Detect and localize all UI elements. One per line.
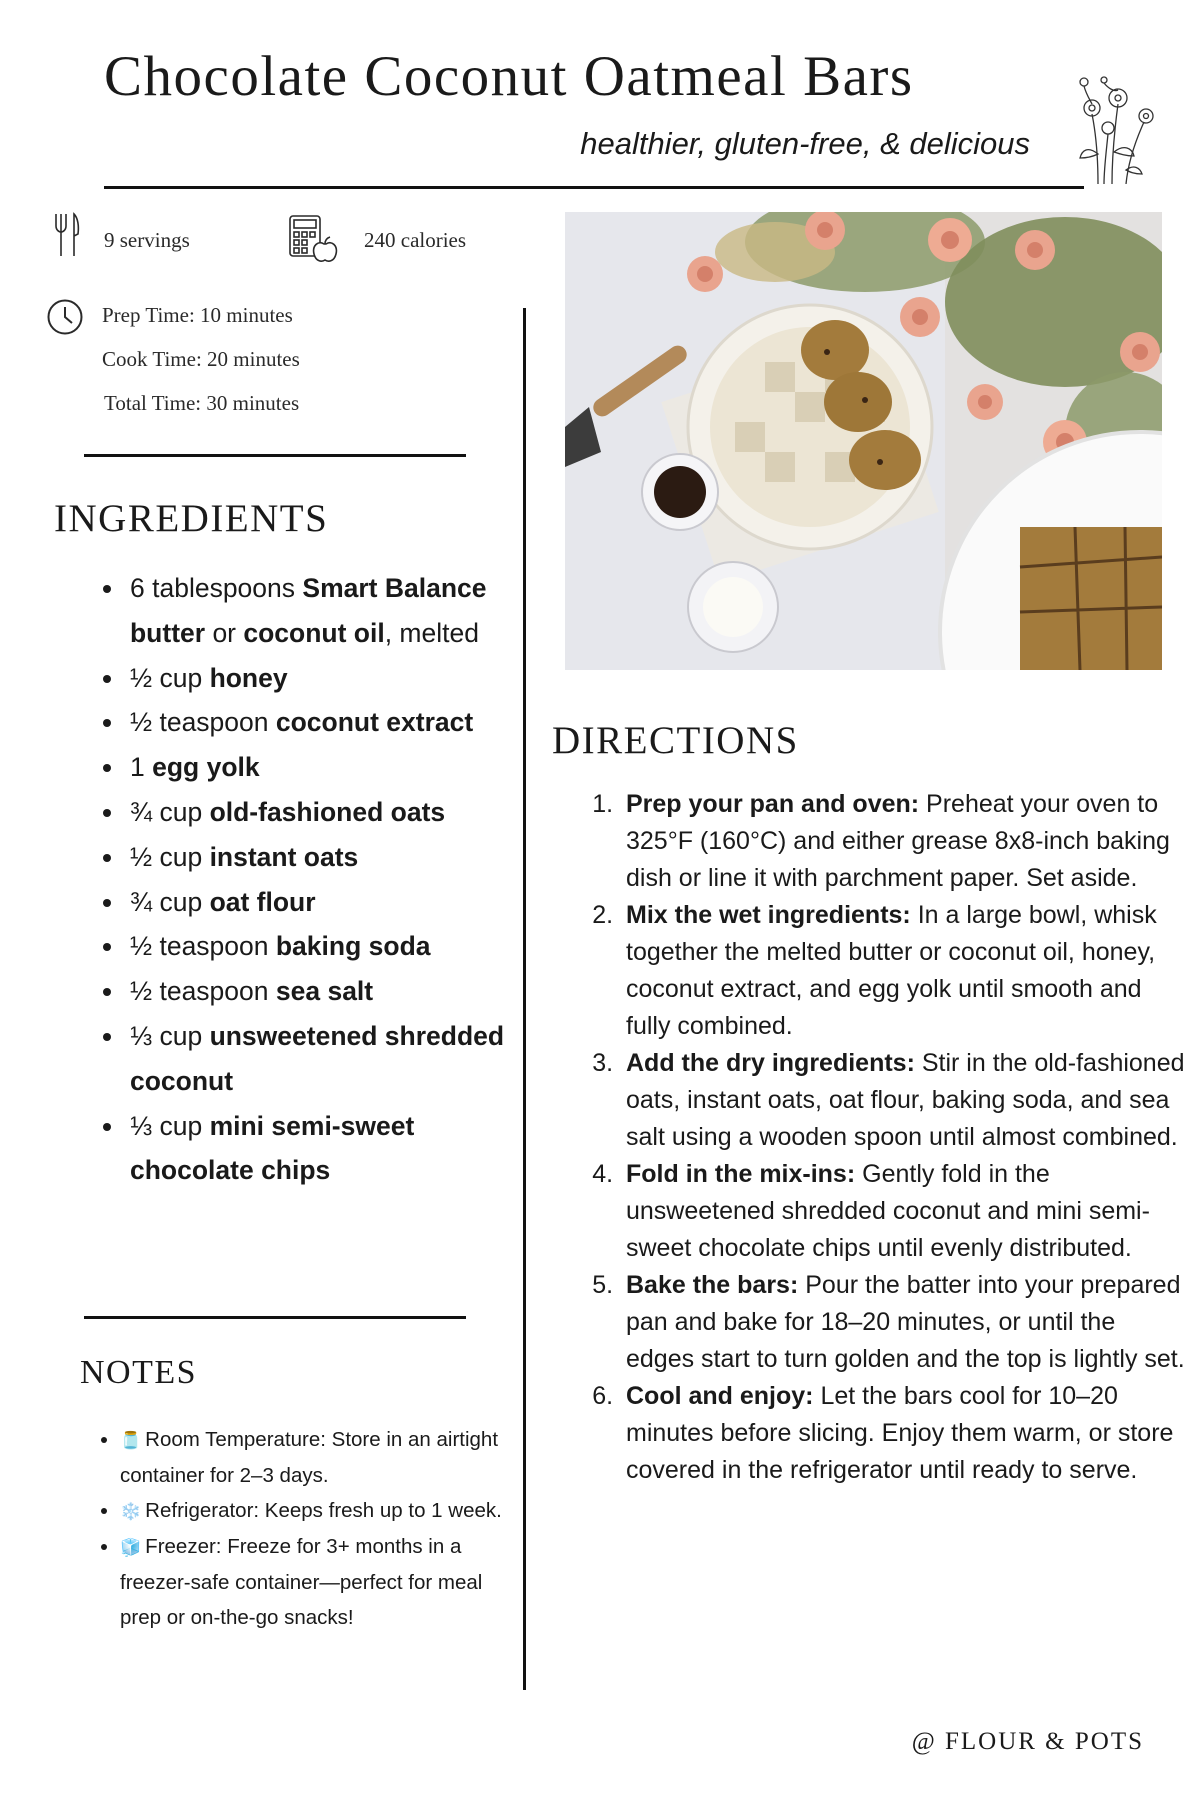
list-item: • ¾ cup old-fashioned oats (126, 790, 526, 835)
list-item: • ½ cup instant oats (126, 835, 526, 880)
plate-with-bars (688, 305, 932, 549)
coconut-bowl (688, 562, 778, 652)
chocolate-chip-bowl (642, 454, 718, 530)
list-item: • 🫙 Room Temperature: Store in an airtight container for 2–3 days. (120, 1422, 510, 1493)
list-item: • 1 egg yolk (126, 745, 526, 790)
recipe-subtitle: healthier, gluten-free, & delicious (580, 126, 1030, 161)
list-item: 2. Mix the wet ingredients: In a large bowl, whisk together the melted butter or coconut oil, honey, coconut extract, and egg yolk until smooth and fully combined. (620, 897, 1186, 1045)
ingredients-rule (84, 1316, 466, 1319)
list-item: • ½ teaspoon coconut extract (126, 700, 526, 745)
meta-rule (84, 454, 466, 457)
snowflake-icon: ❄️ (120, 1502, 142, 1521)
list-item: • ⅓ cup unsweetened shredded coconut (126, 1014, 526, 1104)
site-credit: @ FLOUR & POTS (911, 1728, 1144, 1755)
title-rule (104, 186, 1084, 189)
directions-list (582, 786, 1186, 1489)
cook-time-text: Cook Time: 20 minutes (102, 347, 300, 371)
notes-list (80, 1422, 510, 1635)
calculator-apple-icon (288, 214, 338, 264)
fork-knife-icon (54, 212, 80, 258)
list-item: • ⅓ cup mini semi-sweet chocolate chips (126, 1104, 526, 1194)
total-time-text: Total Time: 30 minutes (104, 391, 300, 415)
jar-icon: 🫙 (120, 1431, 142, 1450)
list-item: 6. Cool and enjoy: Let the bars cool for 10–20 minutes before slicing. Enjoy them warm, or store covered in the refrigerator until ready to serve. (620, 1378, 1186, 1489)
list-item: 1. Prep your pan and oven: Preheat your oven to 325°F (160°C) and either grease 8x8-inch baking dish or line it with parchment paper. Set aside. (620, 786, 1186, 897)
recipe-photo (565, 212, 1162, 670)
list-item: • ¾ cup oat flour (126, 880, 526, 925)
list-item: 5. Bake the bars: Pour the batter into your prepared pan and bake for 18–20 minutes, or until the edges start to turn golden and the top is lightly set. (620, 1267, 1186, 1378)
list-item: • ½ teaspoon baking soda (126, 924, 526, 969)
ice-cube-icon: 🧊 (120, 1538, 142, 1557)
list-item: • ❄️ Refrigerator: Keeps fresh up to 1 week. (120, 1493, 510, 1529)
list-item: • ½ cup honey (126, 656, 526, 701)
list-item: 4. Fold in the mix-ins: Gently fold in the unsweetened shredded coconut and mini semi-sweet chocolate chips until evenly distributed. (620, 1156, 1186, 1267)
servings-text: 9 servings (104, 228, 190, 252)
prep-time-text: Prep Time: 10 minutes (102, 303, 293, 327)
clock-icon (46, 298, 84, 336)
list-item: • 6 tablespoons Smart Balance butter or coconut oil, melted (126, 566, 526, 656)
calories-text: 240 calories (364, 228, 467, 252)
column-divider (523, 308, 526, 1690)
list-item: • 🧊 Freezer: Freeze for 3+ months in a freezer-safe container—perfect for meal prep or on-the-go snacks! (120, 1529, 510, 1635)
ingredients-list (86, 566, 526, 1193)
directions-heading: DIRECTIONS (552, 719, 799, 762)
notes-heading: NOTES (80, 1354, 198, 1391)
recipe-title: Chocolate Coconut Oatmeal Bars (104, 45, 914, 108)
list-item: 3. Add the dry ingredients: Stir in the old-fashioned oats, instant oats, oat flour, baking soda, and sea salt using a wooden spoon until almost combined. (620, 1045, 1186, 1156)
flower-sketch-icon (1068, 74, 1160, 184)
list-item: • ½ teaspoon sea salt (126, 969, 526, 1014)
ingredients-heading: INGREDIENTS (54, 497, 329, 540)
